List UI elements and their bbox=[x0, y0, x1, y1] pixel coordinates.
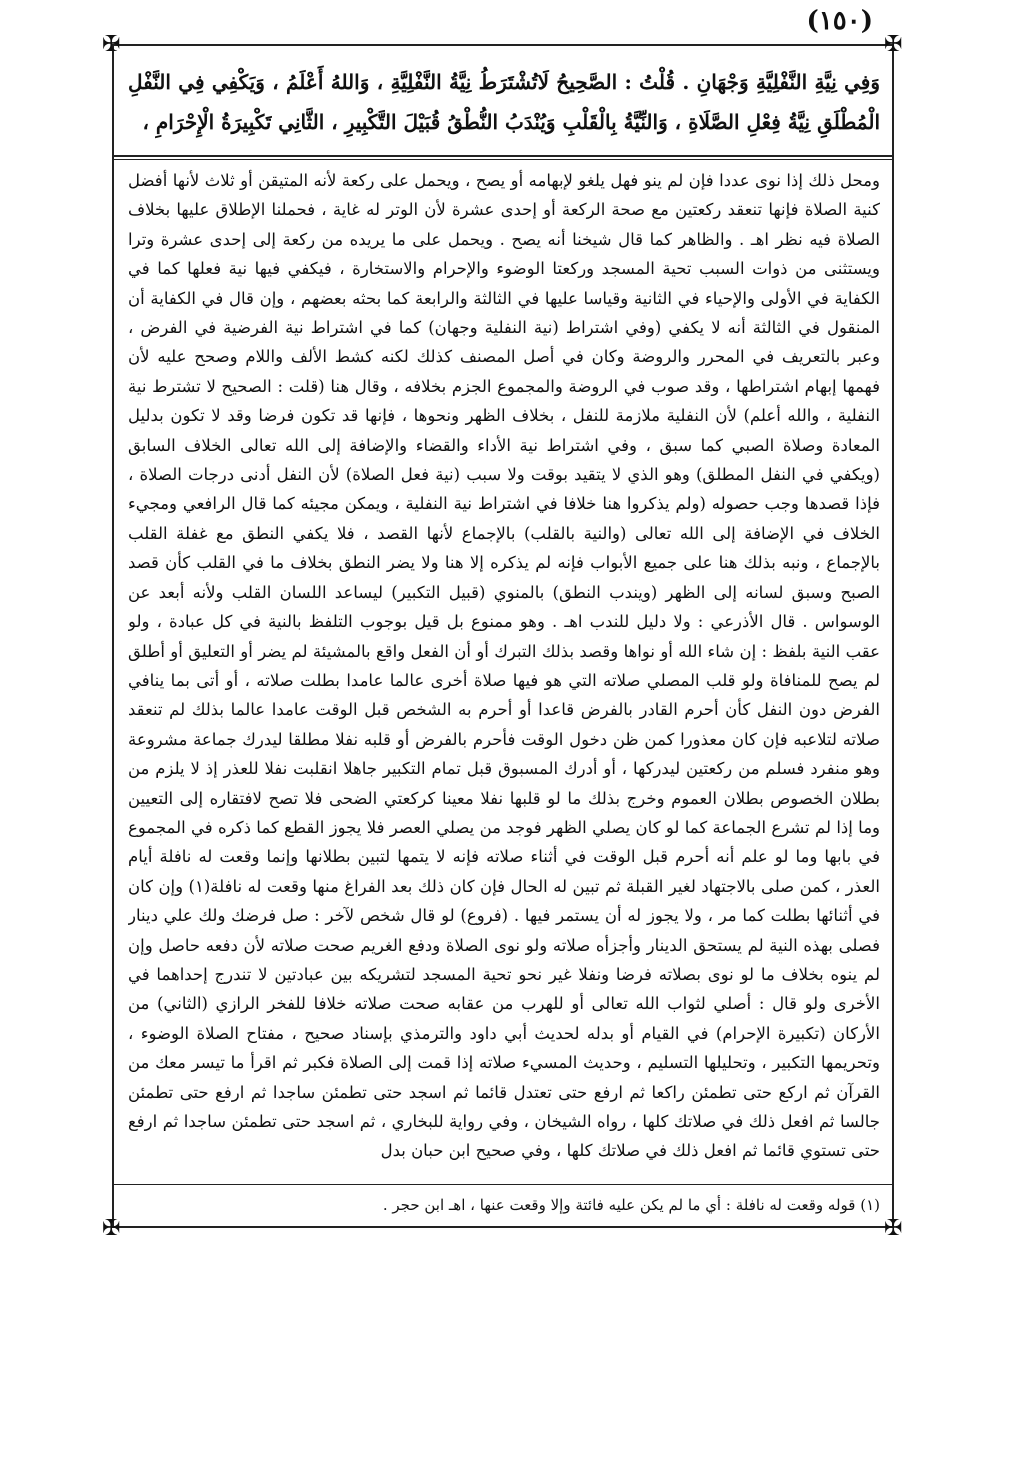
ornament-icon: ✠ bbox=[884, 32, 903, 57]
commentary-text: ومحل ذلك إذا نوى عددا فإن لم ينو فهل يلغو لإبهامه أو يصح ، ويحمل على ركعة لأنه المتيقن أو ثلاث لأنها أفضل كنية الصلاة فإنها تنعقد ركعتين مع صحة الركعة أو إحدى عشرة لأن الوتر له غاية ، فحملنا الإطلاق عليها بخلاف الصلاة فيه نظر اهـ . والظاهر كما قال شيخنا أنه يصح . ويحمل على ما يريده من ركعة إلى إحدى عشرة وترا ويستثنى من ذوات السبب تحية المسجد وركعتا الوضوء والإحرام والاستخارة ، فيكفي فيها نية فعلها كما في الكفاية في الأولى والإحياء في الثانية وقياسا عليها في الثالثة والرابعة كما بحثه بعضهم ، وإن قال في الكفاية أن المنقول في الثالثة أنه لا يكفي (وفي اشتراط (نية النفلية وجهان) كما في اشتراط نية الفرضية في الفرض ، وعبر بالتعريف في المحرر والروضة وكان في أصل المصنف كذلك لكنه كشط الألف واللام وصحح عليه لأن فهمها إبهام اشتراطها ، وقد صوب في الروضة والمجموع الجزم بخلافه ، وقال هنا (قلت : الصحيح لا تشترط نية النفلية ، والله أعلم) لأن النفلية ملازمة للنفل ، بخلاف الظهر ونحوها ، فإنها قد تكون فرضا وقد لا تكون بدليل المعادة وصلاة الصبي كما سبق ، وفي اشتراط نية الأداء والقضاء والإضافة إلى الله تعالى الخلاف السابق (ويكفي في النفل المطلق) وهو الذي لا يتقيد بوقت ولا سبب (نية فعل الصلاة) لأن النفل أدنى درجات الصلاة ، فإذا قصدها وجب حصوله (ولم يذكروا هنا خلافا في اشتراط نية النفلية ، ويمكن مجيئه كما قال الرافعي ومجيء الخلاف في الإضافة إلى الله تعالى (والنية بالقلب) بالإجماع لأنها القصد ، فلا يكفي النطق مع غفلة القلب بالإجماع ، ونبه بذلك هنا على جميع الأبواب فإنه لم يذكره إلا هنا ولا يضر النطق بخلاف ما في القلب كأن قصد الصبح وسبق لسانه إلى الظهر (ويندب النطق) بالمنوي (قبيل التكبير) ليساعد اللسان القلب ولأنه أبعد عن الوسواس . قال الأذرعي : ولا دليل للندب اهـ . وهو ممنوع بل قيل بوجوب التلفظ بالنية في كل عبادة ، ولو عقب النية بلفظ : إن شاء الله أو نواها وقصد بذلك التبرك أو أن الفعل واقع بالمشيئة لم يضر أو التعليق أو أطلق لم يصح للمنافاة ولو قلب المصلي صلاته التي هو فيها صلاة أخرى عالما عامدا بطلت صلاته ، أو أتى بما ينافي الفرض دون النفل كأن أحرم القادر بالفرض قاعدا أو أحرم به الشخص قبل الوقت عامدا عالما بذلك لم تنعقد صلاته لتلاعبه فإن كان معذورا كمن ظن دخول الوقت فأحرم بالفرض أو قلبه نفلا مطلقا ليدرك جماعة مشروعة وهو منفرد فسلم من ركعتين ليدركها ، أو أدرك المسبوق قبل تمام التكبير جاهلا انقلبت نفلا للعذر إذ لا يلزم من بطلان الخصوص بطلان العموم وخرج بذلك ما لو قلبها نفلا معينا كركعتي الضحى فلا تصح لافتقاره إلى التعيين وما إذا لم تشرع الجماعة كما لو كان يصلي الظهر فوجد من يصلي العصر فلا يجوز القطع كما ذكره في المجموع في بابها وما لو علم أنه أحرم قبل الوقت في أثناء صلاته فإنه لا يتمها لتبين بطلانها وإنما وقعت له نافلة أيام العذر ، كمن صلى بالاجتهاد لغير القبلة ثم تبين له الحال فإن كان ذلك بعد الفراغ منها وقعت له نافلة(١) وإن كان في أثنائها بطلت كما مر ، ولا يجوز له أن يستمر فيها . (فروع) لو قال شخص لآخر : صل فرضك ولك علي دينار فصلى بهذه النية لم يستحق الدينار وأجزأه صلاته ولو نوى الصلاة ودفع الغريم صحت صلاته لأن دفعه حاصل وإن لم ينوه بخلاف ما لو نوى بصلاته فرضا ونفلا غير نحو تحية المسجد لتشريكه بين عبادتين لا تندرج إحداهما في الأخرى ولو قال : أصلي لثواب الله تعالى أو للهرب من عقابه صحت صلاته خلافا للفخر الرازي (الثاني) من الأركان (تكبيرة الإحرام) في القيام أو بدله لحديث أبي داود والترمذي بإسناد صحيح ، مفتاح الصلاة الوضوء ، وتحريمها التكبير ، وتحليلها التسليم ، وحديث المسيء صلاته إذا قمت إلى الصلاة فكبر ثم اقرأ ما تيسر معك من القرآن ثم اركع حتى تطمئن راكعا ثم ارفع حتى تعتدل قائما ثم اسجد حتى تطمئن ساجدا ثم ارفع حتى تطمئن جالسا ثم افعل ذلك في صلاتك كلها ، رواه الشيخان ، وفي رواية للبخاري ، ثم اسجد حتى تطمئن ساجدا ثم ارفع حتى تستوي قائما ثم افعل ذلك في صلاتك كلها ، وفي صحيح ابن حبان بدل bbox=[128, 171, 880, 1161]
matn-text: وَفِي نِيَّةِ النَّفْلِيَّةِ وَجْهَانِ . قُلْتُ : الصَّحِيحُ لَاتُشْتَرَطُ نِيَّةُ النَّفْلِيَّةِ ، وَاللهُ أَعْلَمُ ، وَيَكْفِي فِي النَّفْلِ الْمُطْلَقِ نِيَّةُ فِعْلِ الصَّلَاةِ ، وَالنِّيَّةُ بِالْقَلْبِ وَيُنْدَبُ النُّطْقُ قُبَيْلَ التَّكْبِيرِ ، الثَّانِي تَكْبِيرَةُ الْإِحْرَامِ ، bbox=[128, 70, 880, 134]
ornament-icon: ✠ bbox=[102, 32, 121, 57]
ornament-icon: ✠ bbox=[102, 1216, 121, 1241]
ornament-icon: ✠ bbox=[884, 1216, 903, 1241]
footnote-divider bbox=[112, 1184, 892, 1185]
matn-divider-inner bbox=[112, 159, 892, 160]
matn-divider bbox=[112, 155, 892, 157]
footnote-text: (١) قوله وقعت له نافلة : أي ما لم يكن عليه فائتة وإلا وقعت عنها ، اهـ ابن حجر . bbox=[382, 1196, 880, 1214]
page-number: (١٥٠) bbox=[806, 6, 873, 36]
